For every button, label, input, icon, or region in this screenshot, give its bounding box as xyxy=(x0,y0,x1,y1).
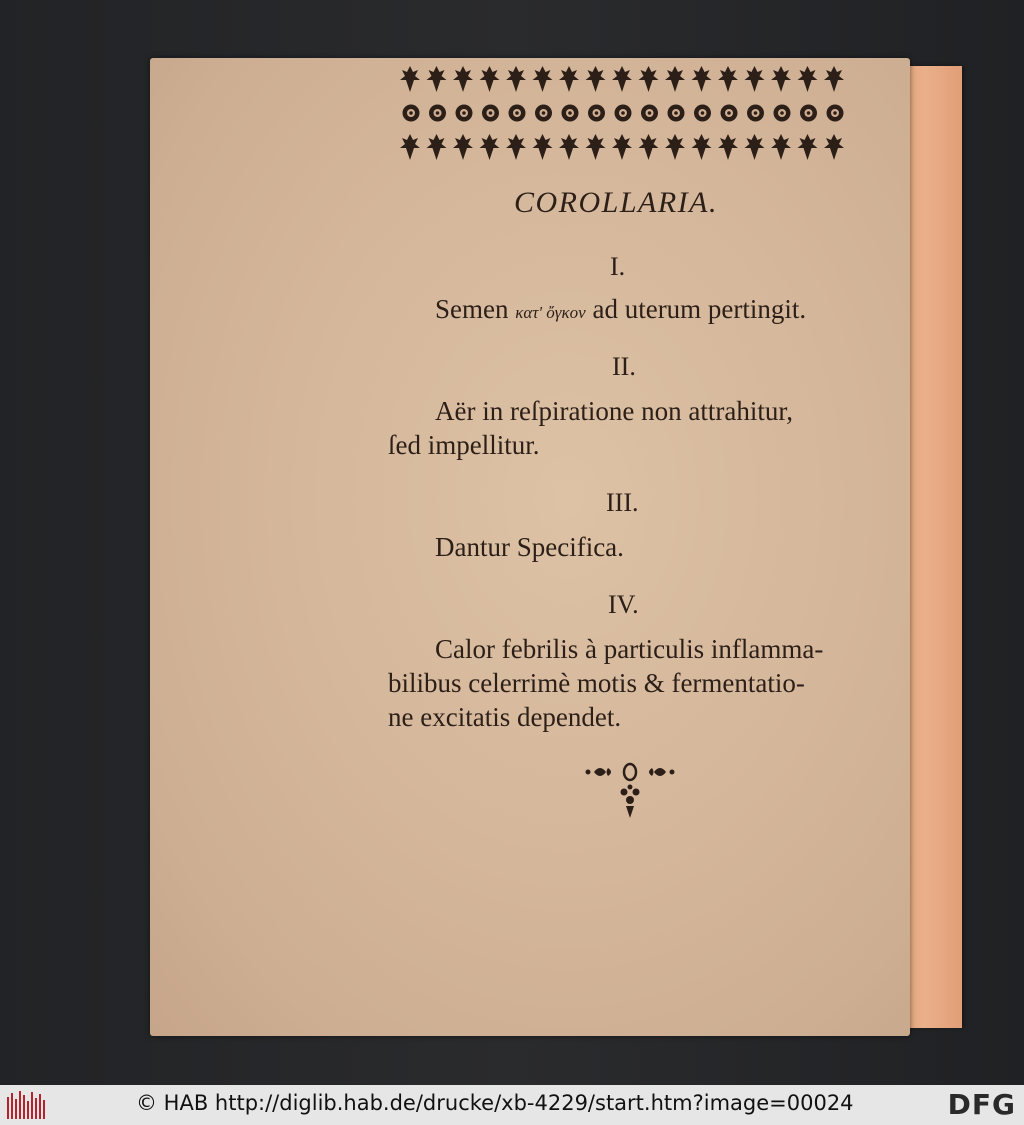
ornament-glyph xyxy=(615,105,632,122)
ornament-glyph xyxy=(798,66,818,92)
ornament-glyph xyxy=(612,134,632,160)
hab-logo-icon xyxy=(6,1089,48,1121)
ornament-glyph xyxy=(509,105,526,122)
greek-phrase: κατ' ὄγκον xyxy=(515,303,586,322)
ornament-glyph xyxy=(641,105,658,122)
footer-bar xyxy=(0,1085,1024,1125)
ornament-glyph xyxy=(400,134,420,160)
corollary-iv-line-2: bilibus celerrimè motis & fermentatio- xyxy=(388,668,805,698)
corollary-i-text-start: Semen xyxy=(435,294,509,324)
ornament-glyph xyxy=(506,66,526,92)
ornament-glyph xyxy=(745,66,765,92)
ornament-glyph xyxy=(533,66,553,92)
ornament-glyph xyxy=(824,66,844,92)
ornament-glyph xyxy=(559,66,579,92)
ornament-glyph xyxy=(480,66,500,92)
numeral-ii: II. xyxy=(612,352,636,381)
ornament-glyph xyxy=(771,66,791,92)
ornament-glyph xyxy=(774,105,791,122)
ornament-glyph xyxy=(718,66,738,92)
ornament-glyph xyxy=(427,134,447,160)
ornament-glyph xyxy=(403,105,420,122)
ornament-glyph xyxy=(692,134,712,160)
ornament-glyph xyxy=(827,105,844,122)
ornament-glyph xyxy=(771,134,791,160)
corollary-ii-line-2: ſed impellitur. xyxy=(388,430,540,460)
ornamental-headpiece xyxy=(398,64,860,166)
corollary-i-text-end: ad uterum pertingit. xyxy=(592,294,807,324)
ornament-glyph xyxy=(588,105,605,122)
dfg-logo: DFG xyxy=(947,1088,1016,1121)
ornament-glyph xyxy=(639,66,659,92)
ornament-glyph xyxy=(400,66,420,92)
ornament-glyph xyxy=(453,66,473,92)
ornamental-tailpiece xyxy=(580,758,680,822)
corollary-iv-line-1: Calor febrilis à particulis inflamma- xyxy=(435,634,824,664)
ornament-glyph xyxy=(665,134,685,160)
corollary-ii-line-1: Aër in reſpiratione non attrahitur, xyxy=(435,396,794,426)
ornament-glyph xyxy=(453,134,473,160)
numeral-iv: IV. xyxy=(608,590,639,619)
ornament-glyph xyxy=(559,134,579,160)
ornament-glyph xyxy=(562,105,579,122)
ornament-glyph xyxy=(798,134,818,160)
ornament-glyph xyxy=(506,134,526,160)
ornament-glyph xyxy=(718,134,738,160)
ornament-glyph xyxy=(586,134,606,160)
ornament-glyph xyxy=(665,66,685,92)
numeral-iii: III. xyxy=(606,488,639,517)
ornament-glyph xyxy=(694,105,711,122)
corollary-iii-line: Dantur Specifica. xyxy=(435,532,624,562)
ornament-glyph xyxy=(535,105,552,122)
numeral-i: I. xyxy=(610,252,626,281)
ornament-glyph xyxy=(639,134,659,160)
ornament-glyph xyxy=(745,134,765,160)
ornament-glyph xyxy=(586,66,606,92)
ornament-glyph xyxy=(721,105,738,122)
ornament-glyph xyxy=(824,134,844,160)
corollary-i-line xyxy=(435,294,806,325)
footer-credit-url[interactable]: © HAB http://diglib.hab.de/drucke/xb-4229/start.htm?image=00024 xyxy=(136,1091,854,1115)
ornament-glyph xyxy=(692,66,712,92)
ornament-glyph xyxy=(429,105,446,122)
ornament-glyph xyxy=(668,105,685,122)
ornament-glyph xyxy=(482,105,499,122)
ornament-glyph xyxy=(747,105,764,122)
ornament-glyph xyxy=(612,66,632,92)
page-title: COROLLARIA. xyxy=(514,186,718,219)
ornament-glyph xyxy=(533,134,553,160)
ornament-glyph xyxy=(456,105,473,122)
ornament-glyph xyxy=(800,105,817,122)
ornament-glyph xyxy=(480,134,500,160)
ornament-glyph xyxy=(427,66,447,92)
corollary-iv-line-3: ne excitatis dependet. xyxy=(388,702,622,732)
